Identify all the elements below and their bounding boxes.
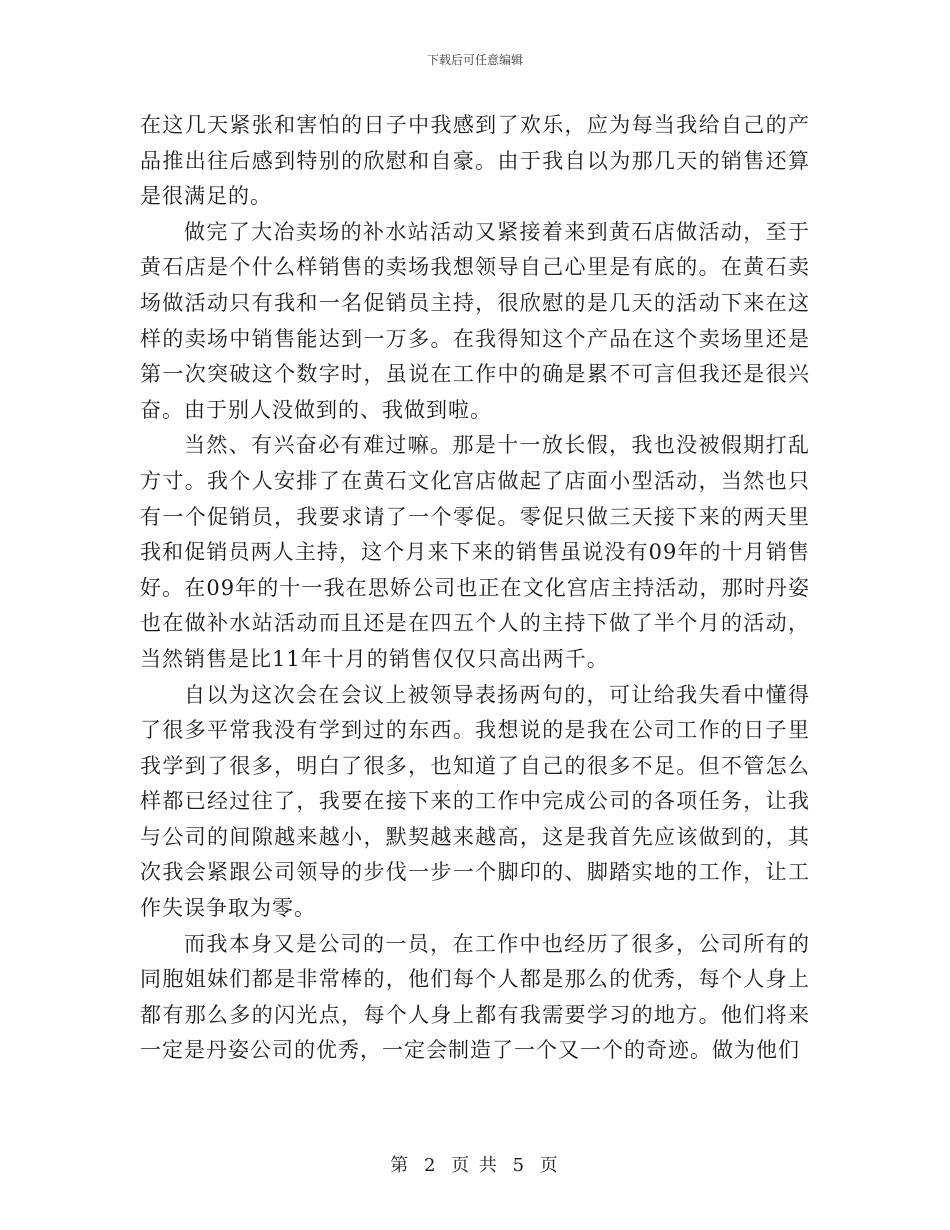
paragraph-2: 做完了大冶卖场的补水站活动又紧接着来到黄石店做活动，至于黄石店是个什么样销售的卖场我想领导自己心里是有底的。在黄石卖场做活动只有我和一名促销员主持，很欣慰的是几天的活动下来在这样的卖场中销售能达到一万多。在我得知这个产品在这个卖场里还是第一次突破这个数字时，虽说在工作中的确是累不可言但我还是很兴奋。由于别人没做到的、我做到啦。 [140,219,810,422]
footer-page-number: 2 [423,1155,438,1176]
paragraph-1: 在这几天紧张和害怕的日子中我感到了欢乐，应为每当我给自己的产品推出往后感到特别的欣慰和自豪。由于我自以为那几天的销售还算是很满足的。 [140,113,810,209]
footer-total-pages: 5 [512,1155,527,1176]
paragraph-3: 当然、有兴奋必有难过嘛。那是十一放长假，我也没被假期打乱方寸。我个人安排了在黄石文化宫店做起了店面小型活动，当然也只有一个促销员，我要求请了一个零促。零促只做三天接下来的两天里我和促销员两人主持，这个月来下来的销售虽说没有09年的十月销售好。在09年的十一我在思娇公司也正在文化宫店主持活动，那时丹姿也在做补水站活动而且还是在四五个人的主持下做了半个月的活动，当然销售是比11年十月的销售仅仅只高出两千。 [140,433,810,671]
footer-suffix: 页 [539,1155,560,1176]
paragraph-5: 而我本身又是公司的一员，在工作中也经历了很多，公司所有的同胞姐妹们都是非常棒的，他们每个人都是那么的优秀，每个人身上都有那么多的闪光点，每个人身上都有我需要学习的地方。他们将来一定是丹姿公司的优秀，一定会制造了一个又一个的奇迹。做为他们 [140,931,810,1063]
page-footer [0,1155,950,1177]
footer-prefix: 第 [390,1155,411,1176]
page-header: 下载后可任意编辑 [426,53,523,67]
footer-middle: 页 共 [451,1155,499,1176]
paragraph-4: 自以为这次会在会议上被领导表扬两句的，可让给我失看中懂得了很多平常我没有学到过的东西。我想说的是我在公司工作的日子里我学到了很多，明白了很多，也知道了自己的很多不足。但不管怎么样都已经过往了，我要在接下来的工作中完成公司的各项任务，让我与公司的间隙越来越小，默契越来越高，这是我首先应该做到的，其次我会紧跟公司领导的步伐一步一个脚印的、脚踏实地的工作，让工作失误争取为零。 [140,682,810,921]
document-body [140,108,810,1069]
